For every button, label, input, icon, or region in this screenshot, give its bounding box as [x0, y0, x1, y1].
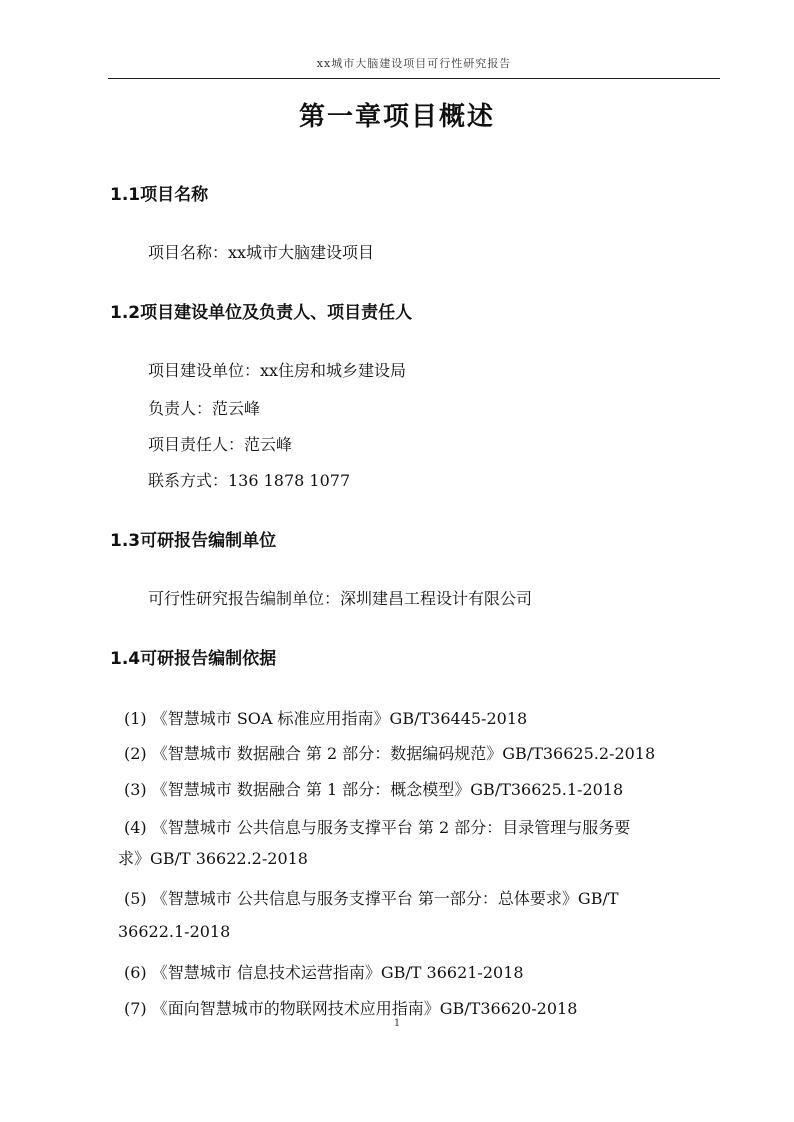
project-responsible-line: 项目责任人：范云峰	[148, 435, 293, 454]
responsible-person-line: 负责人：范云峰	[148, 399, 261, 418]
compiling-unit-line: 可行性研究报告编制单位：深圳建昌工程设计有限公司	[148, 589, 533, 608]
basis-item-4-line1: (4) 《智慧城市 公共信息与服务支撑平台 第 2 部分：目录管理与服务要	[124, 818, 631, 837]
running-header: xx城市大脑建设项目可行性研究报告	[108, 56, 720, 79]
project-name-line: 项目名称：xx城市大脑建设项目	[148, 243, 375, 262]
section-heading-1-1: 1.1项目名称	[110, 185, 209, 205]
basis-item-2: (2) 《智慧城市 数据融合 第 2 部分：数据编码规范》GB/T36625.2-2018	[124, 744, 656, 763]
section-heading-1-3: 1.3可研报告编制单位	[110, 531, 277, 551]
chapter-title: 第一章项目概述	[298, 102, 495, 132]
section-heading-1-4: 1.4可研报告编制依据	[110, 649, 277, 669]
basis-item-1: (1) 《智慧城市 SOA 标准应用指南》GB/T36445-2018	[124, 709, 528, 728]
basis-item-3: (3) 《智慧城市 数据融合 第 1 部分：概念模型》GB/T36625.1-2018	[124, 780, 624, 799]
basis-item-5-line1: (5) 《智慧城市 公共信息与服务支撑平台 第一部分：总体要求》GB/T	[124, 889, 619, 908]
section-heading-1-2: 1.2项目建设单位及负责人、项目责任人	[110, 303, 413, 323]
basis-item-5-line2: 36622.1-2018	[118, 922, 231, 941]
contact-line: 联系方式：136 1878 1077	[148, 471, 351, 490]
construction-unit-line: 项目建设单位：xx住房和城乡建设局	[148, 361, 407, 380]
basis-item-6: (6) 《智慧城市 信息技术运营指南》GB/T 36621-2018	[124, 963, 524, 982]
page-number: 1	[393, 1018, 401, 1029]
basis-item-7: (7) 《面向智慧城市的物联网技术应用指南》GB/T36620-2018	[124, 999, 578, 1018]
basis-item-4-line2: 求》GB/T 36622.2-2018	[118, 849, 308, 868]
